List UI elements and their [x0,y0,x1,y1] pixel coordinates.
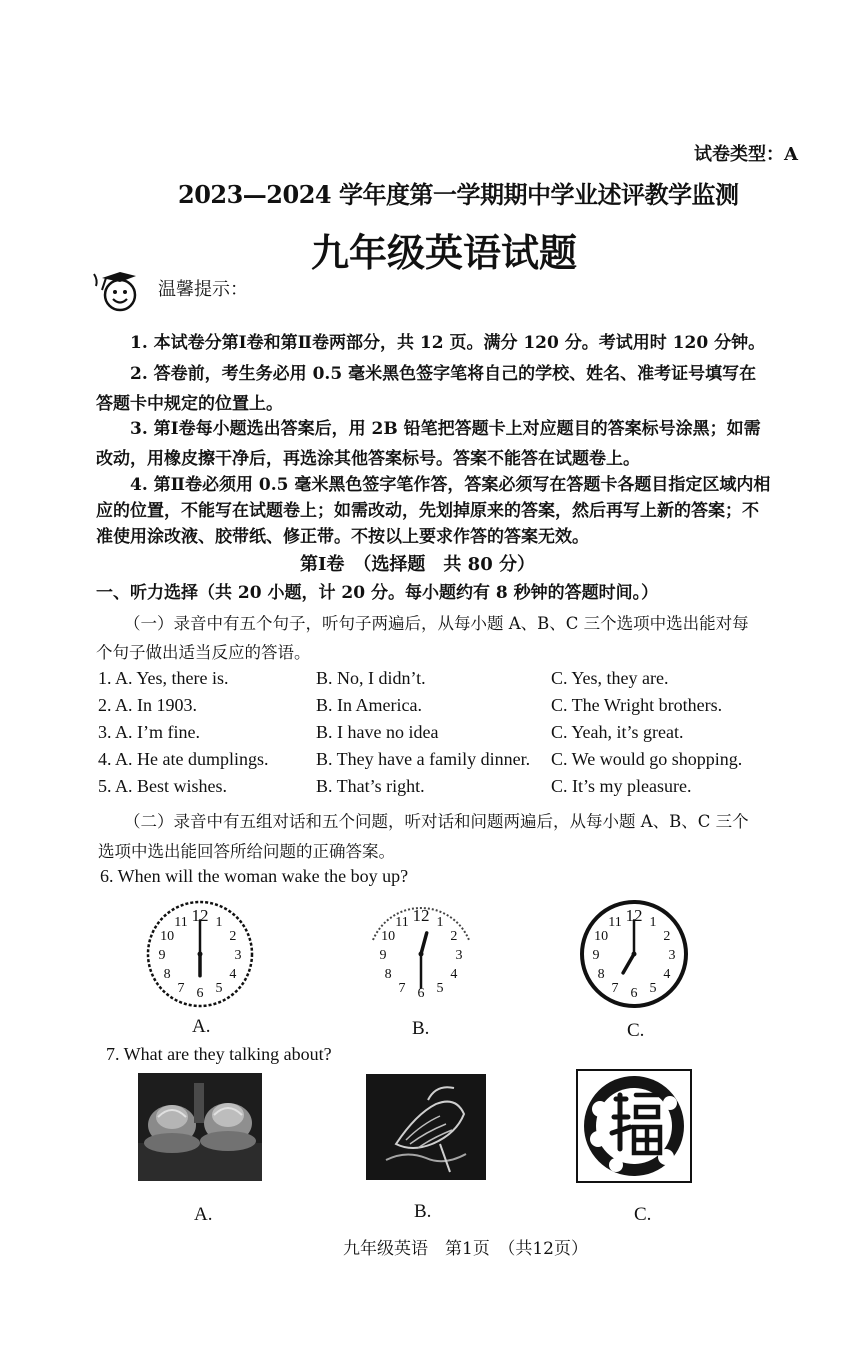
q5-option-a: 5. A. Best wishes. [98,776,228,796]
sub2-instruction-cont: 选项中选出能回答所给问题的正确答案。 [98,842,395,861]
subject-title: 九年级英语试题 [311,230,578,275]
clock-numeral: 5 [436,980,444,996]
q6-label-a: A. [192,1016,211,1037]
q4-option-c: C. We would go shopping. [551,749,743,769]
q2-option-c: C. The Wright brothers. [551,695,723,715]
clock-numeral: 9 [592,948,600,963]
q3-option-b: B. I have no idea [316,722,439,742]
clock-numeral: 11 [174,915,188,931]
reminder-item-1: 1. 本试卷分第Ⅰ卷和第Ⅱ卷两部分，共 12 页。满分 120 分。考试用时 120 分钟。 [130,333,766,353]
clock-numeral: 1 [215,915,223,931]
clock-numeral: 4 [450,967,458,982]
clock-numeral: 5 [649,980,657,996]
q5-option-b: B. That’s right. [316,776,425,796]
reminder-item-4: 4. 第Ⅱ卷必须用 0.5 毫米黑色签字笔作答，答案必须写在答题卡各题目指定区域内相 [130,475,771,495]
sub1-instruction: （一）录音中有五个句子，听句子两遍后，从每小题 A、B、C 三个选项中选出能对每 [124,614,749,633]
clock-numeral: 6 [417,986,425,1001]
q1-option-b: B. No, I didn’t. [316,668,426,688]
page-footer: 九年级英语 第1页 （共12页） [343,1239,588,1259]
reminder-item-2-cont: 答题卡中规定的位置上。 [96,394,283,414]
clock-center [419,952,424,957]
q7-label-b: B. [414,1201,432,1222]
q7-label-a: A. [194,1204,213,1225]
clock-numeral: 12 [191,906,209,925]
clock-numeral: 10 [381,929,396,944]
q4-option-b: B. They have a family dinner. [316,749,531,769]
clock-numeral: 10 [160,929,175,944]
reminder-item-2: 2. 答卷前，考生务必用 0.5 毫米黑色签字笔将自己的学校、姓名、准考证号填写在 [130,364,757,384]
reminder-item-4-cont: 应的位置，不能写在试题卷上；如需改动，先划掉原来的答案，然后再写上新的答案；不 [96,501,759,521]
clock-numeral: 6 [196,986,204,1001]
clock-numeral: 5 [215,980,223,996]
clock-numeral: 7 [398,980,406,996]
q3-option-c: C. Yeah, it’s great. [551,722,684,742]
part-title: 一、听力选择（共 20 小题，计 20 分。每小题约有 8 秒钟的答题时间。） [96,583,659,603]
clock-numeral: 9 [379,948,387,963]
smiley-graduate-icon [92,264,144,316]
q6-question: 6. When will the woman wake the boy up? [100,866,409,886]
clock-numeral: 10 [594,929,609,944]
clock-numeral: 8 [163,967,171,982]
clock-numeral: 2 [450,929,458,944]
clock-numeral: 3 [668,948,676,963]
clock-a-icon [145,898,255,1010]
clock-b-icon [366,898,476,1010]
q1-option-a: 1. A. Yes, there is. [98,668,229,688]
q2-option-a: 2. A. In 1903. [98,695,197,715]
clock-numeral: 11 [608,915,622,931]
clock-numeral: 8 [384,967,392,982]
dumplings-photo-icon [138,1073,262,1181]
clock-numeral: 12 [625,906,643,925]
clock-numeral: 1 [649,915,657,931]
clock-numeral: 2 [229,929,237,944]
clock-center [632,952,637,957]
clock-numeral: 11 [395,915,409,931]
clock-hour-hand [623,954,634,973]
clock-c-icon [579,898,689,1010]
clock-numeral: 6 [630,986,638,1001]
q4-option-a: 4. A. He ate dumplings. [98,749,269,769]
q7-label-c: C. [634,1204,652,1225]
q1-option-c: C. Yes, they are. [551,668,669,688]
q3-option-a: 3. A. I’m fine. [98,722,200,742]
sub2-instruction: （二）录音中有五组对话和五个问题，听对话和问题两遍后，从每小题 A、B、C 三个 [124,812,749,831]
clock-numeral: 4 [229,967,237,982]
reminder-item-3-cont: 改动，用橡皮擦干净后，再选涂其他答案标号。答案不能答在试题卷上。 [96,449,640,469]
clock-numeral: 4 [663,967,671,982]
paper-type: 试卷类型：A [694,144,798,165]
reminder-label: 温馨提示： [158,279,248,300]
reminder-item-4-cont2: 准使用涂改液、胶带纸、修正带。不按以上要求作答的答案无效。 [96,527,589,547]
q5-option-c: C. It’s my pleasure. [551,776,692,796]
q2-option-b: B. In America. [316,695,422,715]
sub1-instruction-cont: 个句子做出适当反应的答语。 [96,643,311,662]
clock-numeral: 12 [412,906,430,925]
q6-label-b: B. [412,1018,430,1039]
silkworm-papercut-icon [366,1074,486,1180]
fu-character-papercut-icon [576,1069,692,1183]
clock-numeral: 7 [611,980,619,996]
clock-numeral: 9 [158,948,166,963]
clock-numeral: 8 [597,967,605,982]
q6-label-c: C. [627,1020,645,1041]
clock-center [198,952,203,957]
clock-numeral: 2 [663,929,671,944]
section-title: 第Ⅰ卷 （选择题 共 80 分） [300,554,536,575]
clock-numeral: 3 [234,948,242,963]
clock-numeral: 7 [177,980,185,996]
reminder-item-3: 3. 第Ⅰ卷每小题选出答案后，用 2B 铅笔把答题卡上对应题目的答案标号涂黑；如需 [130,419,761,439]
exam-title: 2023—2024 学年度第一学期期中学业述评教学监测 [178,180,739,209]
clock-hour-hand [421,933,427,954]
clock-numeral: 3 [455,948,463,963]
q7-question: 7. What are they talking about? [106,1044,332,1064]
clock-numeral: 1 [436,915,444,931]
